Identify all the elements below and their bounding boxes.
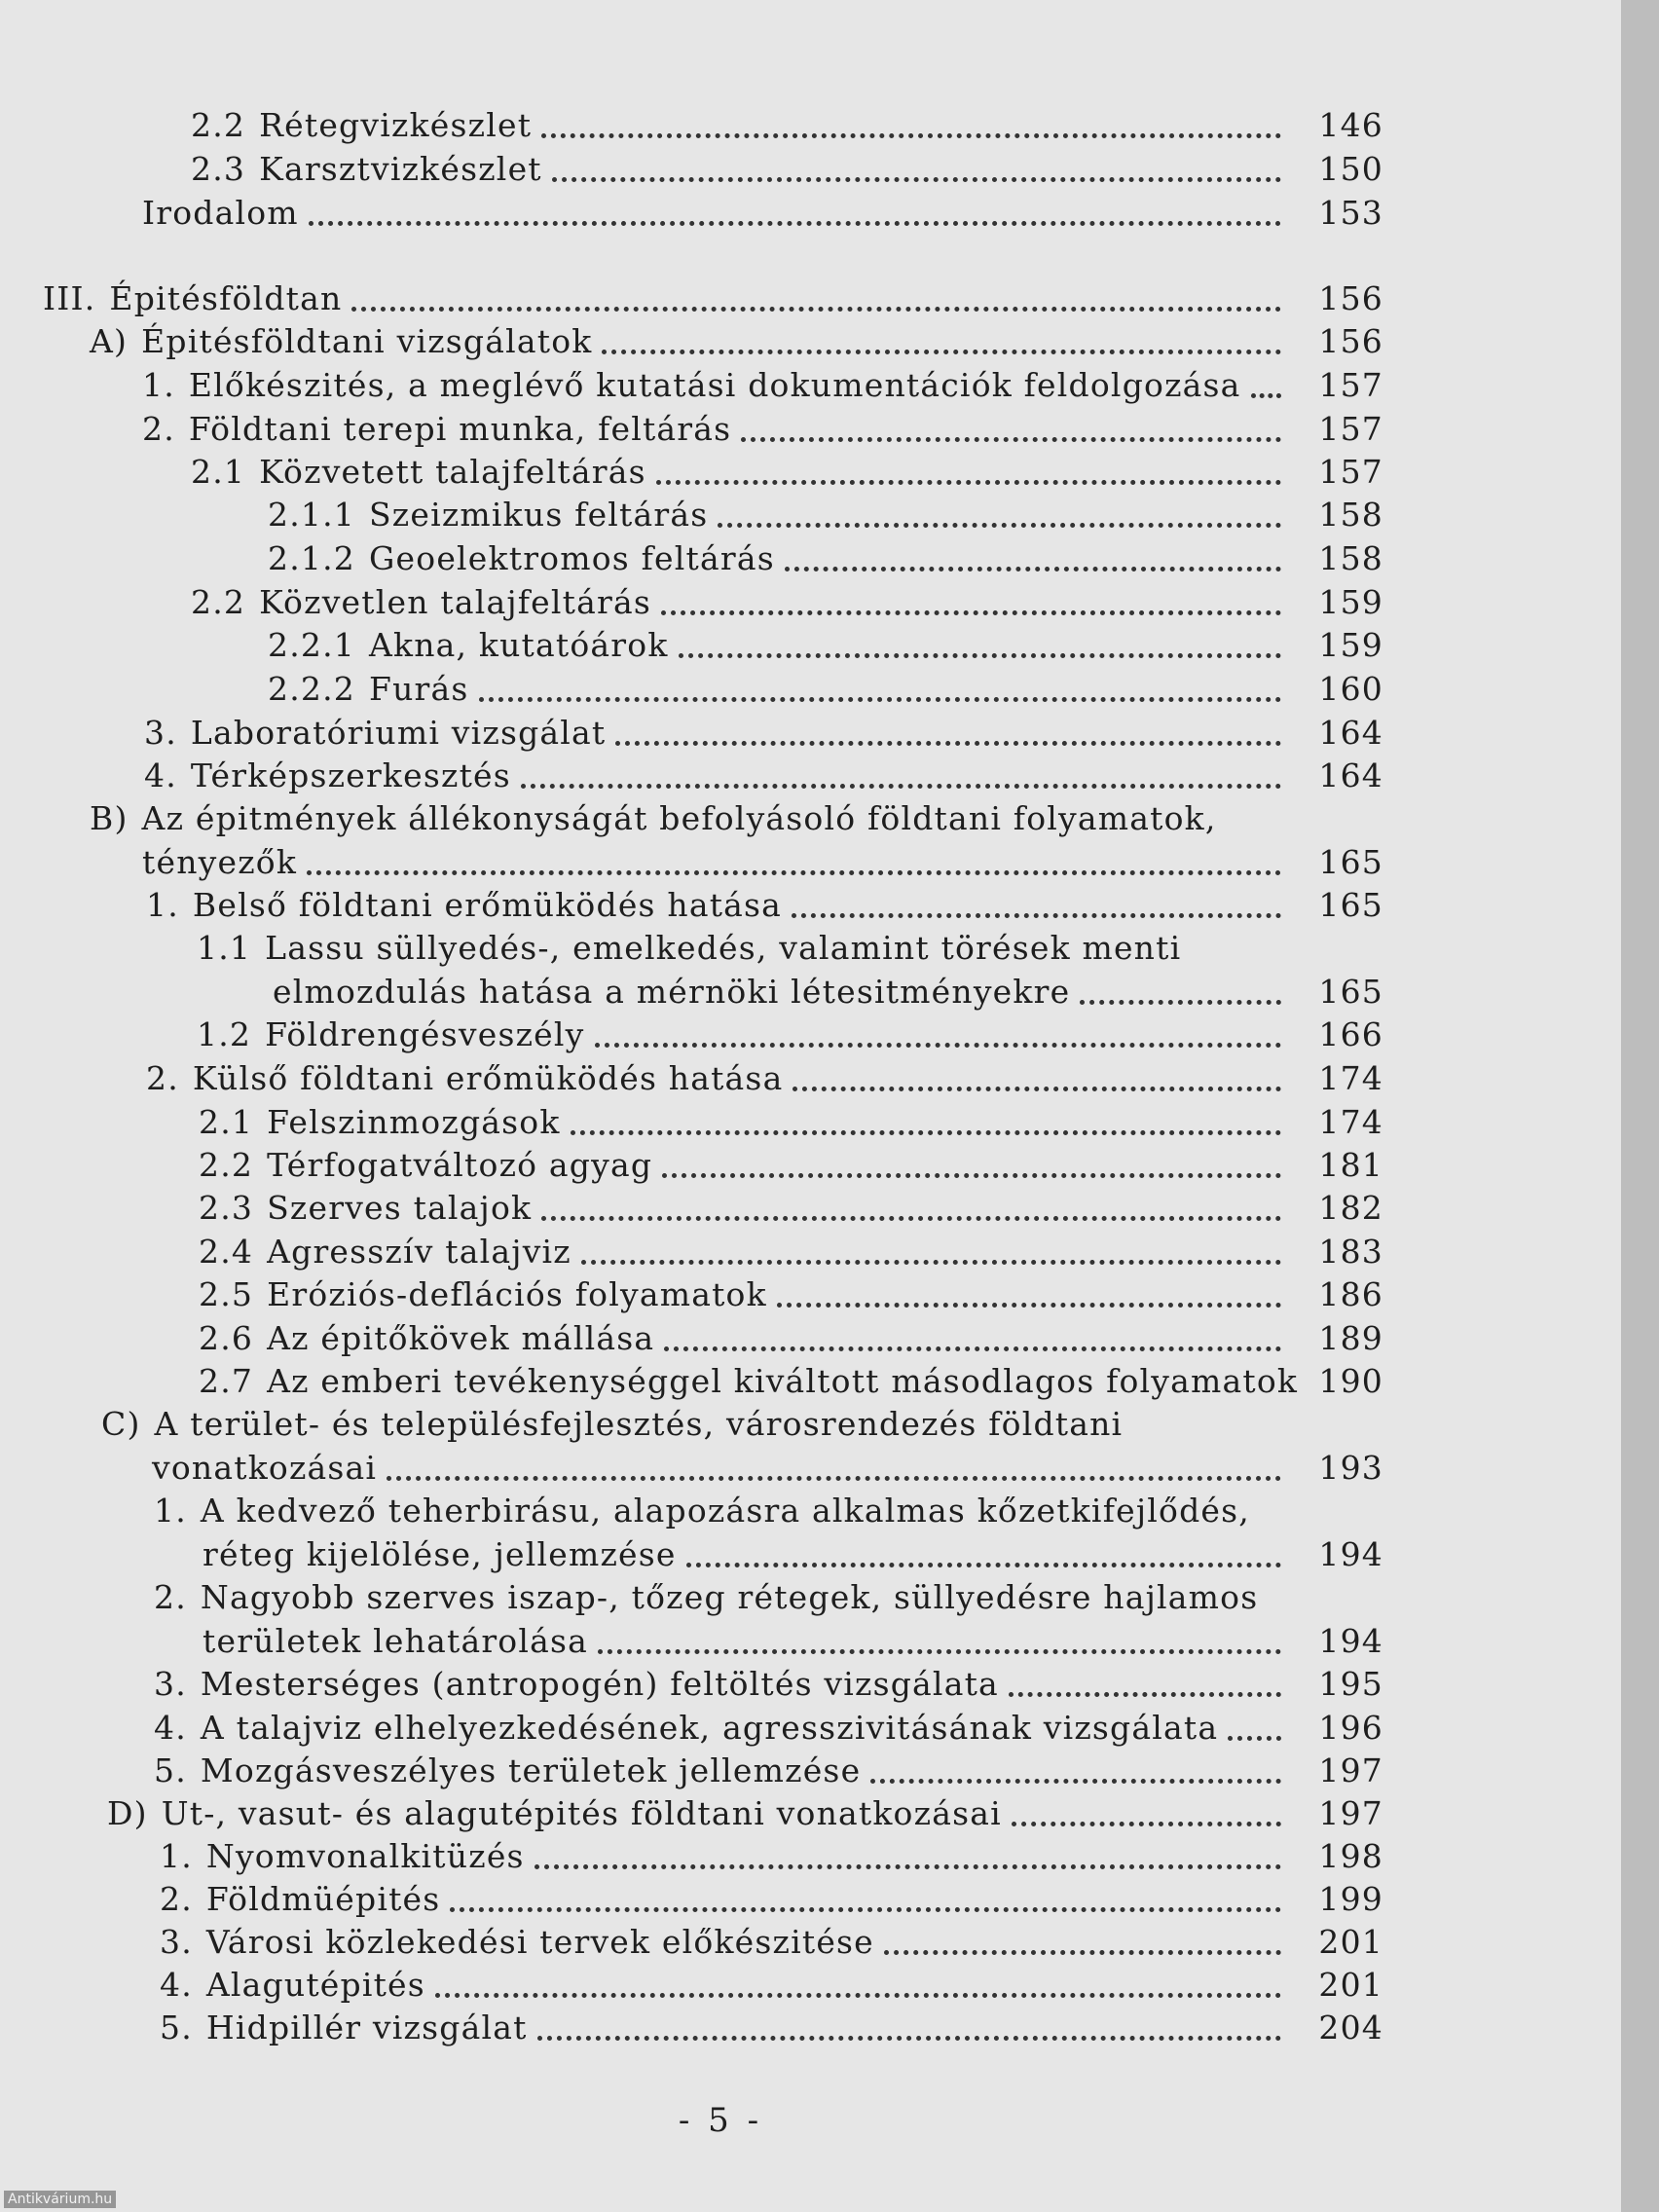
dot-leader [479, 668, 1281, 702]
toc-entry-page: 157 [1318, 366, 1383, 404]
toc-entry-number: 1.2 [197, 1015, 252, 1053]
toc-entry [199, 1141, 1383, 1184]
dot-leader [387, 1447, 1281, 1481]
toc-entry-number: 5. [154, 1751, 187, 1789]
toc-entry-title: Külső földtani erőmüködés hatása [192, 1059, 784, 1097]
toc-entry-page: 156 [1318, 322, 1383, 360]
toc-entry [199, 1357, 1383, 1400]
toc-entry [197, 1011, 1383, 1053]
toc-entry-number: 2. [160, 1880, 193, 1918]
toc-entry-number: 1. [142, 366, 175, 404]
toc-entry [146, 1054, 1383, 1097]
toc-entry-page: 181 [1318, 1146, 1383, 1184]
toc-entry [191, 578, 1383, 621]
toc-entry-page: 204 [1318, 2009, 1383, 2046]
toc-entry-page: 201 [1318, 1923, 1383, 1961]
dot-leader [615, 712, 1281, 746]
dot-leader [718, 494, 1281, 528]
toc-entry-title: területek lehatárolása [203, 1622, 589, 1660]
toc-entry-title: Földtani terepi munka, feltárás [188, 410, 732, 448]
toc-entry [199, 1098, 1383, 1141]
toc-entry-number: 2.2.1 [268, 626, 355, 664]
dot-leader [656, 451, 1281, 485]
toc-entry [43, 275, 1383, 317]
dot-leader [541, 104, 1281, 138]
dot-leader [571, 1101, 1281, 1135]
dot-leader [535, 1835, 1281, 1869]
toc-entry-page: 197 [1318, 1794, 1383, 1832]
toc-entry-page: 201 [1318, 1966, 1383, 2004]
toc-entry-title: Előkészités, a meglévő kutatási dokumentációk feldolgozása [188, 366, 1241, 404]
toc-entry-title: Belső földtani erőmüködés hatása [192, 886, 783, 924]
toc-entry-title: Akna, kutatóárok [368, 626, 669, 664]
toc-entry [107, 1789, 1383, 1832]
toc-entry [154, 1487, 1291, 1530]
toc-entry-page: 198 [1318, 1837, 1383, 1875]
toc-entry-title: Ut-, vasut- és alagutépités földtani vonatkozásai [161, 1794, 1002, 1832]
toc-entry-title: A talajviz elhelyezkedésének, agresszivitásának vizsgálata [200, 1709, 1219, 1747]
toc-entry-number: 4. [144, 756, 177, 794]
dot-leader [686, 1533, 1281, 1567]
toc-entry-title: Térfogatváltozó agyag [267, 1146, 653, 1184]
toc-entry [154, 1573, 1291, 1616]
toc-entry [142, 361, 1383, 404]
toc-entry-page: 157 [1318, 410, 1383, 448]
toc-entry-number: 2.1.2 [268, 539, 355, 577]
toc-entry-number: 1. [160, 1837, 193, 1875]
toc-entry-page: 146 [1318, 106, 1383, 144]
toc-entry [191, 145, 1383, 188]
dot-leader [435, 1964, 1281, 1998]
toc-entry [152, 1444, 1383, 1487]
toc-entry-title: Felszinmozgások [267, 1103, 561, 1141]
toc-entry-page: 199 [1318, 1880, 1383, 1918]
toc-entry-page: 157 [1318, 453, 1383, 491]
watermark: Antikvárium.hu [4, 2191, 116, 2208]
toc-entry-title: Karsztvizkészlet [259, 150, 542, 188]
dot-leader [793, 1057, 1281, 1091]
dot-leader [602, 320, 1281, 354]
toc-entry-title: Az épitőkövek mállása [267, 1319, 655, 1357]
toc-entry-title: Épitésföldtan [109, 279, 343, 317]
dot-leader [450, 1878, 1281, 1912]
toc-entry-number: A) [90, 322, 129, 360]
toc-entry-title: Térképszerkesztés [190, 756, 511, 794]
toc-entry-number: 5. [160, 2009, 193, 2046]
toc-entry-number: 1. [154, 1492, 187, 1530]
toc-entry-title: Közvetett talajfeltárás [259, 453, 646, 491]
toc-entry-page: 166 [1318, 1015, 1383, 1053]
toc-entry [142, 189, 1383, 232]
toc-entry-title: réteg kijelölése, jellemzése [203, 1535, 677, 1573]
dot-leader [521, 755, 1281, 789]
toc-entry [90, 794, 1291, 837]
dot-leader [664, 1317, 1281, 1351]
toc-entry [203, 1530, 1383, 1573]
toc-entry-title: Furás [368, 670, 469, 708]
toc-entry-title: Alagutépités [205, 1966, 425, 2004]
toc-entry-number: 2.2 [199, 1146, 254, 1184]
toc-entry-number: III. [43, 279, 96, 317]
toc-entry-title: Eróziós-deflációs folyamatok [267, 1275, 767, 1313]
toc-entry [160, 1918, 1383, 1961]
toc-entry-title: Geoelektromos feltárás [368, 539, 775, 577]
toc-entry-number: C) [101, 1405, 141, 1443]
toc-entry-page: 165 [1318, 843, 1383, 881]
dot-leader [741, 408, 1281, 442]
toc-entry-title: Hidpillér vizsgálat [205, 2009, 528, 2046]
toc-entry-page: 190 [1318, 1362, 1383, 1400]
toc-entry-number: 2.5 [199, 1275, 254, 1313]
toc-entry-page: 156 [1318, 279, 1383, 317]
toc-entry-page: 196 [1318, 1709, 1383, 1747]
toc-entry [144, 752, 1383, 794]
toc-entry-title: Mesterséges (antropogén) feltöltés vizsgálata [200, 1665, 999, 1703]
toc-entry-page: 164 [1318, 756, 1383, 794]
toc-entry-page: 160 [1318, 670, 1383, 708]
dot-leader [1251, 364, 1281, 398]
toc-entry-number: 3. [154, 1665, 187, 1703]
toc-entry-title: Közvetlen talajfeltárás [259, 583, 651, 621]
toc-entry-number: 2. [154, 1578, 187, 1616]
toc-entry [101, 1400, 1291, 1443]
toc-entry-title: Rétegvizkészlet [259, 106, 533, 144]
toc-entry-page: 194 [1318, 1622, 1383, 1660]
toc-entry-title: elmozdulás hatása a mérnöki létesitményekre [273, 973, 1071, 1011]
dot-leader [307, 841, 1281, 875]
toc-entry-page: 174 [1318, 1059, 1383, 1097]
toc-entry [154, 1747, 1383, 1789]
toc-entry-number: 4. [154, 1709, 187, 1747]
toc-entry-page: 189 [1318, 1319, 1383, 1357]
toc-entry-title: Mozgásveszélyes területek jellemzése [200, 1751, 862, 1789]
toc-entry-number: 2.2 [191, 106, 246, 144]
toc-entry [268, 665, 1383, 708]
toc-entry [191, 101, 1383, 144]
toc-entry-number: 4. [160, 1966, 193, 2004]
toc-entry-page: 150 [1318, 150, 1383, 188]
toc-entry-page: 158 [1318, 539, 1383, 577]
toc-entry-page: 165 [1318, 973, 1383, 1011]
toc-entry-page: 153 [1318, 194, 1383, 232]
toc-entry-number: 2.7 [199, 1362, 254, 1400]
toc-entry-page: 194 [1318, 1535, 1383, 1573]
dot-leader [1009, 1663, 1281, 1697]
toc-entry-title: Az épitmények állékonyságát befolyásoló földtani folyamatok, [141, 799, 1217, 837]
dot-leader [595, 1014, 1282, 1048]
dot-leader [1012, 1792, 1281, 1826]
toc-entry [191, 448, 1383, 491]
dot-leader [1228, 1707, 1281, 1741]
toc-entry [199, 1228, 1383, 1271]
toc-entry-number: 2.1 [199, 1103, 254, 1141]
toc-entry [142, 405, 1383, 448]
toc-entry-title: tényezők [142, 843, 298, 881]
toc-entry-title: Az emberi tevékenységgel kiváltott másodlagos folyamatok [267, 1362, 1299, 1400]
dot-leader [598, 1620, 1281, 1654]
toc-entry [160, 1875, 1383, 1918]
toc-entry-title: Földmüépités [205, 1880, 441, 1918]
dot-leader [309, 192, 1281, 226]
toc-entry-page: 174 [1318, 1103, 1383, 1141]
toc-entry-title: Laboratóriumi vizsgálat [190, 714, 607, 752]
dot-leader [1080, 971, 1281, 1005]
toc-entry-page: 193 [1318, 1449, 1383, 1487]
toc-entry-page: 195 [1318, 1665, 1383, 1703]
toc-entry [154, 1660, 1383, 1703]
toc-entry [154, 1704, 1383, 1747]
toc-entry [273, 968, 1383, 1011]
toc-entry-title: vonatkozásai [152, 1449, 378, 1487]
dot-leader [537, 2007, 1281, 2041]
toc-entry-page: 186 [1318, 1275, 1383, 1313]
dot-leader [870, 1750, 1281, 1784]
toc-entry-title: Földrengésveszély [265, 1015, 585, 1053]
toc-entry [199, 1314, 1383, 1357]
toc-entry [197, 924, 1291, 967]
toc-entry [146, 881, 1383, 924]
toc-entry-page: 159 [1318, 583, 1383, 621]
toc-entry-page: 182 [1318, 1189, 1383, 1227]
toc-entry [203, 1617, 1383, 1660]
toc-entry [268, 491, 1383, 534]
toc-entry-number: 2. [142, 410, 175, 448]
toc-entry-number: 2.3 [199, 1189, 254, 1227]
toc-entry-title: Épitésföldtani vizsgálatok [141, 322, 593, 360]
dot-leader [777, 1273, 1281, 1308]
dot-leader [581, 1231, 1281, 1265]
dot-leader [884, 1921, 1281, 1955]
toc-entry [199, 1271, 1383, 1313]
toc-entry-number: 2. [146, 1059, 179, 1097]
dot-leader [679, 624, 1281, 658]
toc-entry-title: Agresszív talajviz [267, 1233, 571, 1271]
toc-entry-title: Szerves talajok [267, 1189, 533, 1227]
toc-entry-number: 1.1 [197, 929, 252, 967]
toc-entry [144, 709, 1383, 752]
toc-entry-title: Lassu süllyedés-, emelkedés, valamint törések menti [265, 929, 1182, 967]
dot-leader [785, 537, 1281, 571]
toc-entry-number: 1. [146, 886, 179, 924]
toc-entry-number: 3. [160, 1923, 193, 1961]
dot-leader [541, 1187, 1281, 1221]
toc-entry-title: Városi közlekedési tervek előkészitése [205, 1923, 874, 1961]
toc-entry-title: Irodalom [142, 194, 299, 232]
dot-leader [792, 884, 1281, 918]
dot-leader [662, 1144, 1281, 1178]
toc-entry-number: B) [90, 799, 129, 837]
toc-entry-page: 159 [1318, 626, 1383, 664]
toc-entry [268, 621, 1383, 664]
toc-entry [199, 1184, 1383, 1227]
toc-entry-title: Nyomvonalkitüzés [205, 1837, 525, 1875]
toc-entry [142, 838, 1383, 881]
toc-entry-page: 197 [1318, 1751, 1383, 1789]
toc-entry-number: 2.2 [191, 583, 246, 621]
toc-entry-number: 2.3 [191, 150, 246, 188]
toc-entry-page: 164 [1318, 714, 1383, 752]
toc-entry [160, 1832, 1383, 1875]
toc-entry-page: 158 [1318, 496, 1383, 534]
toc-entry [268, 535, 1383, 577]
toc-entry [160, 2004, 1383, 2046]
dot-leader [552, 148, 1281, 182]
toc-entry [160, 1961, 1383, 2004]
toc-entry-title: Nagyobb szerves iszap-, tőzeg rétegek, süllyedésre hajlamos [200, 1578, 1259, 1616]
toc-entry-number: 2.2.2 [268, 670, 355, 708]
dot-leader [351, 277, 1281, 312]
toc-entry-number: 2.1.1 [268, 496, 355, 534]
toc-entry-number: 2.6 [199, 1319, 254, 1357]
toc-entry-page: 165 [1318, 886, 1383, 924]
toc-entry-page: 183 [1318, 1233, 1383, 1271]
dot-leader [661, 581, 1281, 615]
book-binding-edge [1621, 0, 1659, 2212]
toc-entry-title: A kedvező teherbirásu, alapozásra alkalmas kőzetkifejlődés, [200, 1492, 1250, 1530]
toc-entry-number: D) [107, 1794, 148, 1832]
toc-entry-number: 2.4 [199, 1233, 254, 1271]
toc-entry-number: 2.1 [191, 453, 246, 491]
toc-entry [90, 317, 1383, 360]
toc-entry-title: A terület- és településfejlesztés, városrendezés földtani [154, 1405, 1124, 1443]
page-number-footer: - 5 - [678, 2101, 763, 2140]
toc-entry-title: Szeizmikus feltárás [368, 496, 709, 534]
toc-entry-number: 3. [144, 714, 177, 752]
